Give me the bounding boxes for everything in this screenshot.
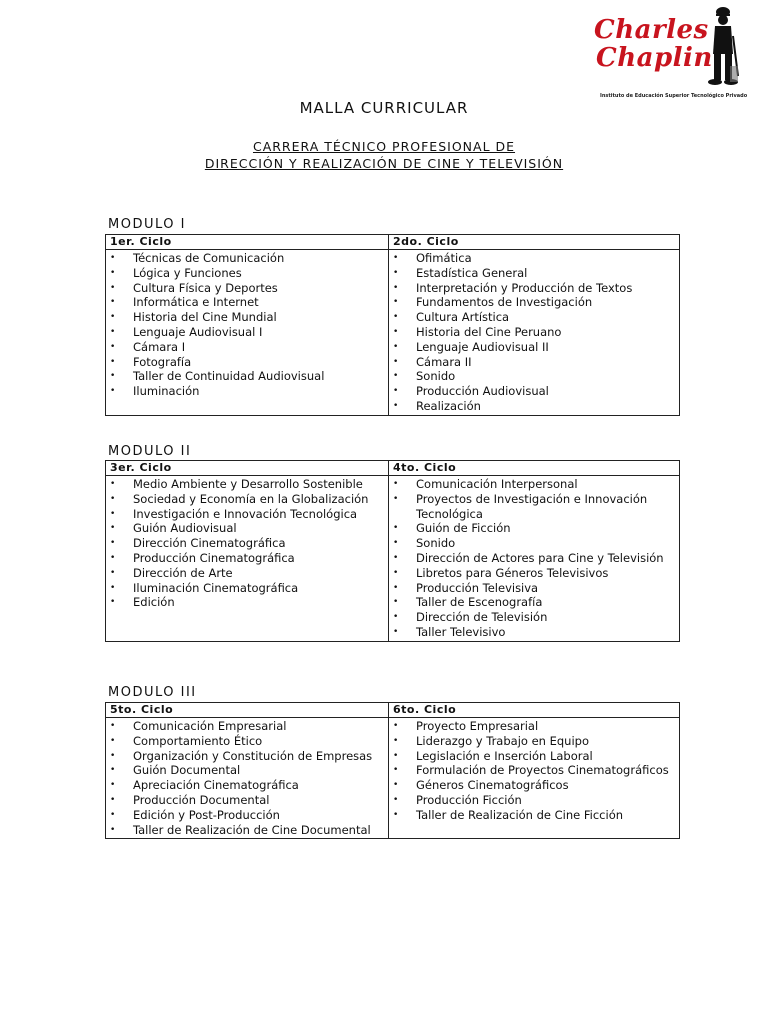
- course-item: • Producción Televisiva: [389, 581, 679, 596]
- course-item: • Formulación de Proyectos Cinematográficos: [389, 763, 679, 778]
- module-label: MODULO II: [108, 444, 192, 459]
- module-table: [105, 460, 680, 642]
- module-label: MODULO III: [108, 685, 197, 700]
- course-list: [106, 718, 388, 838]
- course-item: • Edición y Post-Producción: [106, 808, 388, 823]
- course-item: • Guión de Ficción: [389, 521, 679, 536]
- course-item: • Investigación e Innovación Tecnológica: [106, 507, 388, 522]
- course-item: • Iluminación: [106, 384, 388, 399]
- course-list-cell: [106, 718, 389, 839]
- course-item: • Lenguaje Audiovisual II: [389, 340, 679, 355]
- course-list: [389, 476, 679, 641]
- course-item: • Proyectos de Investigación e Innovación Tecnológica: [389, 492, 679, 522]
- logo-wordmark: [594, 16, 713, 72]
- career-title-line-1: [0, 139, 768, 154]
- course-list: [106, 250, 388, 400]
- course-item: • Cámara I: [106, 340, 388, 355]
- module-table: [105, 702, 680, 839]
- course-item: • Estadística General: [389, 266, 679, 281]
- course-item: • Ofimática: [389, 251, 679, 266]
- course-item: • Sociedad y Economía en la Globalización: [106, 492, 388, 507]
- logo-line-1: Charles: [594, 15, 709, 45]
- course-item: • Realización: [389, 399, 679, 414]
- course-item: • Organización y Constitución de Empresas: [106, 749, 388, 764]
- page-title: MALLA CURRICULAR: [299, 99, 469, 117]
- course-item: • Libretos para Géneros Televisivos: [389, 566, 679, 581]
- course-item: • Historia del Cine Peruano: [389, 325, 679, 340]
- institute-logo: [594, 6, 748, 99]
- course-item: • Taller de Realización de Cine Documental: [106, 823, 388, 838]
- course-list-cell: [389, 718, 680, 839]
- course-item: • Guión Audiovisual: [106, 521, 388, 536]
- cycle-header: 3er. Ciclo: [106, 461, 389, 476]
- course-item: • Producción Ficción: [389, 793, 679, 808]
- course-item: • Fotografía: [106, 355, 388, 370]
- career-title-line-2: [0, 156, 768, 171]
- course-item: • Iluminación Cinematográfica: [106, 581, 388, 596]
- course-item: • Legislación e Inserción Laboral: [389, 749, 679, 764]
- course-item: • Taller de Realización de Cine Ficción: [389, 808, 679, 823]
- course-item: • Dirección de Actores para Cine y Televisión: [389, 551, 679, 566]
- course-item: • Medio Ambiente y Desarrollo Sostenible: [106, 477, 388, 492]
- course-item: • Guión Documental: [106, 763, 388, 778]
- course-item: • Liderazgo y Trabajo en Equipo: [389, 734, 679, 749]
- course-item: • Lógica y Funciones: [106, 266, 388, 281]
- course-list-cell: [389, 250, 680, 416]
- course-list-cell: [389, 476, 680, 642]
- course-item: • Historia del Cine Mundial: [106, 310, 388, 325]
- course-item: • Comportamiento Ético: [106, 734, 388, 749]
- course-item: • Taller de Continuidad Audiovisual: [106, 369, 388, 384]
- course-list-cell: [106, 250, 389, 416]
- course-item: • Fundamentos de Investigación: [389, 295, 679, 310]
- course-item: • Sonido: [389, 536, 679, 551]
- course-item: • Producción Documental: [106, 793, 388, 808]
- course-list-cell: [106, 476, 389, 642]
- career-title-line-2-text: DIRECCIÓN Y REALIZACIÓN DE CINE Y TELEVISIÓN: [204, 156, 564, 171]
- course-item: • Técnicas de Comunicación: [106, 251, 388, 266]
- course-item: • Edición: [106, 595, 388, 610]
- course-item: • Apreciación Cinematográfica: [106, 778, 388, 793]
- course-item: • Dirección de Televisión: [389, 610, 679, 625]
- module-table: [105, 234, 680, 416]
- course-list: [389, 250, 679, 415]
- course-item: • Comunicación Empresarial: [106, 719, 388, 734]
- course-item: • Sonido: [389, 369, 679, 384]
- chaplin-silhouette-icon: [706, 6, 740, 88]
- course-list: [389, 718, 679, 824]
- course-item: • Dirección de Arte: [106, 566, 388, 581]
- course-item: • Comunicación Interpersonal: [389, 477, 679, 492]
- course-item: • Taller Televisivo: [389, 625, 679, 640]
- course-item: • Interpretación y Producción de Textos: [389, 281, 679, 296]
- cycle-header: 1er. Ciclo: [106, 235, 389, 250]
- course-item: • Cultura Física y Deportes: [106, 281, 388, 296]
- career-title-line-1-text: CARRERA TÉCNICO PROFESIONAL DE: [252, 139, 516, 154]
- course-list: [106, 476, 388, 611]
- course-item: • Taller de Escenografía: [389, 595, 679, 610]
- course-item: • Informática e Internet: [106, 295, 388, 310]
- logo-line-2: Chaplin: [596, 43, 713, 73]
- module-label: MODULO I: [108, 217, 186, 232]
- course-item: • Cámara II: [389, 355, 679, 370]
- course-item: • Producción Audiovisual: [389, 384, 679, 399]
- cycle-header: 5to. Ciclo: [106, 703, 389, 718]
- course-item: • Dirección Cinematográfica: [106, 536, 388, 551]
- cycle-header: 2do. Ciclo: [389, 235, 680, 250]
- course-item: • Cultura Artística: [389, 310, 679, 325]
- cycle-header: 6to. Ciclo: [389, 703, 680, 718]
- course-item: • Proyecto Empresarial: [389, 719, 679, 734]
- course-item: • Géneros Cinematográficos: [389, 778, 679, 793]
- course-item: • Producción Cinematográfica: [106, 551, 388, 566]
- course-item: • Lenguaje Audiovisual I: [106, 325, 388, 340]
- logo-tagline: Instituto de Educación Superior Tecnológico Privado: [600, 93, 748, 99]
- cycle-header: 4to. Ciclo: [389, 461, 680, 476]
